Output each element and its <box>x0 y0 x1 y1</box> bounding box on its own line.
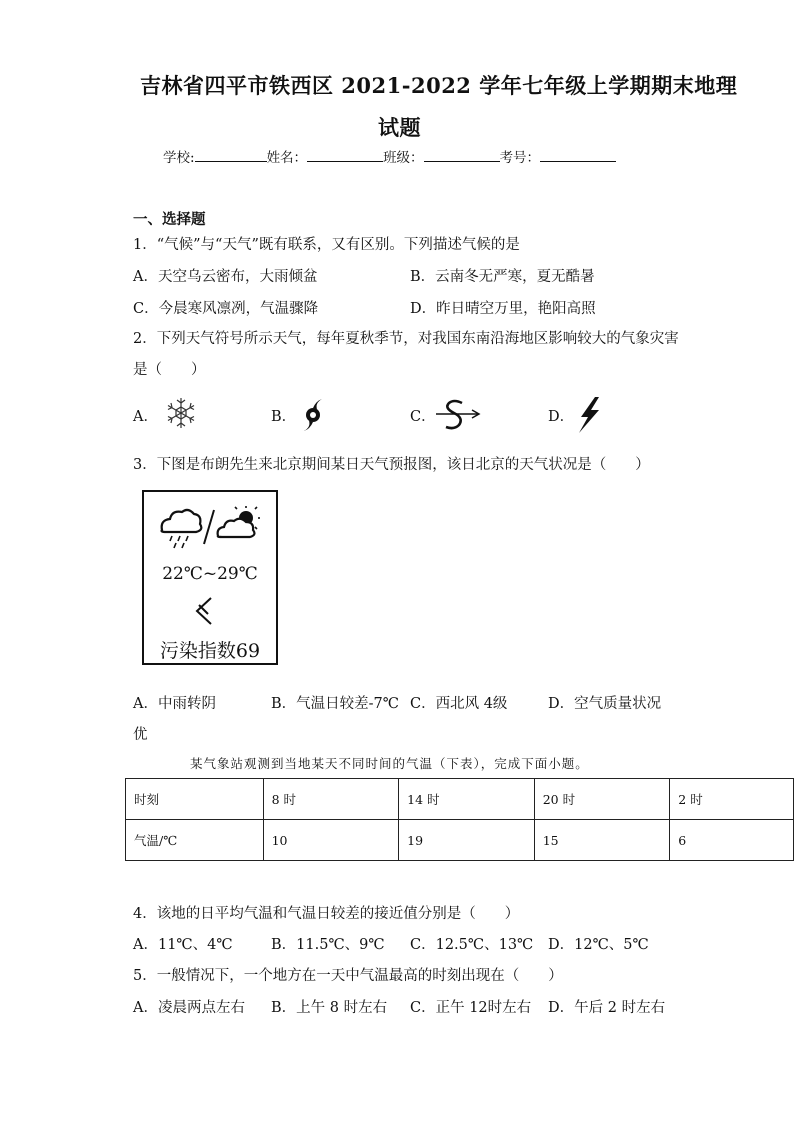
q4-stem: 4．该地的日平均气温和气温日较差的接近值分别是（ ） <box>133 906 520 922</box>
wind-icon <box>434 398 482 432</box>
table-cell: 6 <box>670 820 794 861</box>
q5-option-a[interactable]: A．凌晨两点左右 <box>133 1000 245 1016</box>
table-header-cell: 2 时 <box>670 779 794 820</box>
table-header-cell: 14 时 <box>399 779 535 820</box>
partly-cloudy-icon <box>218 506 260 537</box>
temperature-table <box>125 778 794 861</box>
q5-option-c[interactable]: C．正午 12时左右 <box>410 1000 532 1016</box>
q1-option-b[interactable]: B．云南冬无严寒，夏无酷暑 <box>410 269 595 285</box>
q2-stem-cont: 是（ ） <box>133 362 206 378</box>
slash-divider <box>204 510 214 544</box>
q1-option-a[interactable]: A．天空乌云密布，大雨倾盆 <box>133 269 318 285</box>
q5-option-d[interactable]: D．午后 2 时左右 <box>548 1000 666 1016</box>
q3-option-d-cont: 优 <box>133 727 148 743</box>
exam-no-label: 考号： <box>499 150 541 166</box>
school-field[interactable] <box>195 147 267 162</box>
forecast-temperature: 22℃~29℃ <box>162 564 258 584</box>
q4-option-c[interactable]: C．12.5℃、13℃ <box>410 937 534 953</box>
q3-option-b[interactable]: B．气温日较差-7℃ <box>271 696 400 712</box>
student-info-row <box>163 146 616 166</box>
weather-forecast-card <box>142 490 278 665</box>
table-row <box>126 820 794 861</box>
wind-direction-icon <box>191 596 217 626</box>
q4-option-a[interactable]: A．11℃、4℃ <box>133 937 233 953</box>
q1-option-d[interactable]: D．昨日晴空万里，艳阳高照 <box>410 301 596 317</box>
q2-option-d[interactable]: D． <box>548 409 575 425</box>
q3-option-a[interactable]: A．中雨转阴 <box>133 696 216 712</box>
table-header-cell: 20 时 <box>534 779 670 820</box>
q3-option-c[interactable]: C．西北风 4级 <box>410 696 508 712</box>
name-field[interactable] <box>307 147 383 162</box>
q2-stem: 2．下列天气符号所示天气，每年夏秋季节，对我国东南沿海地区影响较大的气象灾害 <box>133 331 679 347</box>
q3-option-d[interactable]: D．空气质量状况 <box>548 696 662 712</box>
table-intro: 某气象站观测到当地某天不同时间的气温（下表），完成下面小题。 <box>190 756 589 771</box>
exam-no-field[interactable] <box>540 147 616 162</box>
table-cell: 19 <box>399 820 535 861</box>
class-label: 班级： <box>383 150 424 166</box>
q5-option-b[interactable]: B．上午 8 时左右 <box>271 1000 388 1016</box>
table-header-cell: 8 时 <box>263 779 399 820</box>
q1-stem: 1．“气候”与“天气”既有联系，又有区别。下列描述气候的是 <box>133 237 520 253</box>
school-label: 学校: <box>163 150 195 166</box>
table-cell: 气温/℃ <box>126 820 264 861</box>
table-row <box>126 779 794 820</box>
class-field[interactable] <box>424 147 500 162</box>
section-heading: 一、选择题 <box>133 211 206 228</box>
q2-option-a[interactable]: A． <box>133 409 158 425</box>
q4-option-d[interactable]: D．12℃、5℃ <box>548 937 649 953</box>
q4-option-b[interactable]: B．11.5℃、9℃ <box>271 937 385 953</box>
q1-option-c[interactable]: C．今晨寒风凛冽，气温骤降 <box>133 301 319 317</box>
table-cell: 15 <box>534 820 670 861</box>
snowflake-icon <box>163 395 199 431</box>
forecast-pollution-index: 污染指数69 <box>159 640 261 662</box>
exam-title-line1: 吉林省四平市铁西区 2021-2022 学年七年级上学期期末地理 <box>140 73 738 98</box>
q2-option-b[interactable]: B． <box>271 409 297 425</box>
table-header-cell: 时刻 <box>126 779 264 820</box>
table-cell: 10 <box>263 820 399 861</box>
rain-cloud-icon <box>162 510 202 548</box>
q2-option-c[interactable]: C． <box>410 409 436 425</box>
q5-stem: 5．一般情况下，一个地方在一天中气温最高的时刻出现在（ ） <box>133 968 563 984</box>
exam-title-line2: 试题 <box>378 115 421 140</box>
lightning-icon <box>573 395 605 435</box>
name-label: 姓名： <box>266 150 308 166</box>
q3-stem: 3．下图是布朗先生来北京期间某日天气预报图，该日北京的天气状况是（ ） <box>133 457 650 473</box>
typhoon-icon <box>298 397 328 433</box>
